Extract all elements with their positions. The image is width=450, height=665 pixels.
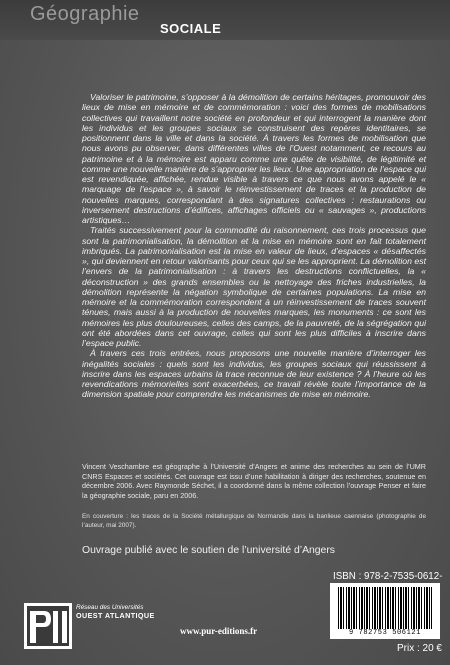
price: Prix : 20 €	[396, 643, 442, 654]
summary-paragraph-2: Traités successivement pour la commodité du raisonnement, ces trois processus que sont la patrimonialisation, la démolition et la mise en mémoire sont en fait totalement imbriqués. La patrimonialisation est la mise en valeur de lieux, d’espaces « désaffectés », qui deviennent en retour valorisants pour ceux qui se les approprient. La démolition est l’envers de la patrimonialisation : à travers les destructions conflictuelles, la « déconstruction » des grands ensembles ou le nettoyage des friches industrielles, la démolition représente la négation symbolique de certaines populations. La mise en mémoire et la commémoration correspondent à un réinvestissement de traces souvent ténues, mais aussi à la production de nouvelles marques, les monuments : ce sont les mémoires les plus douloureuses, celles des camps, de la pauvreté, de la ségrégation qui ont été abordées dans cet ouvrage, celles qui sont les plus difficiles à inscrire dans l’espace public.	[82, 225, 426, 348]
support-line: Ouvrage publié avec le soutien de l’université d’Angers	[82, 545, 335, 556]
barcode-digits: 9 782753 506121	[348, 629, 421, 637]
publisher-website: www.pur-editions.fr	[180, 626, 258, 636]
publisher-network	[76, 604, 156, 620]
cover-credit: En couverture : les traces de la Société métallurgique de Normandie dans la banlieue caennaise (photographie de l’auteur, mai 2007).	[82, 513, 426, 529]
network-line-1: Réseau des Universités	[76, 604, 144, 611]
pur-logo-icon	[24, 603, 72, 649]
isbn: ISBN : 978-2-7535-0612-	[333, 571, 443, 582]
barcode	[330, 583, 440, 639]
series-header	[0, 0, 450, 40]
author-bio: Vincent Veschambre est géographe à l’Université d’Angers et anime des recherches au sein de l’UMR CNRS Espaces et sociétés. Cet ouvrage est issu d’une habilitation à diriger des recherches, soutenue en décembre 2006. Avec Raymonde Séchet, il a coordonné dans la même collection l’ouvrage Penser et faire la géographie sociale, paru en 2006.	[82, 462, 426, 500]
series-title-top: Géographie	[30, 3, 140, 25]
summary-paragraph-1: Valoriser le patrimoine, s’opposer à la démolition de certains héritages, promouvoir des lieux de mise en mémoire et de commémoration : voici des formes de mobilisations collectives qui travaillent notre société en profondeur et qui interrogent la manière dont les individus et les groupes sociaux se construisent des repères identitaires, se positionnent dans la ville et dans la société. À travers les formes de mobilisation que nous avons pu observer, dans différentes villes de l’Ouest notamment, ce recours au patrimoine et à la mémoire est apparu comme une quête de visibilité, de légitimité et comme une nouvelle manière de s’approprier les lieux. Une appropriation de l’espace qui est revendiquée, affichée, rendue visible à travers ce que nous avons appelé le « marquage de l’espace », à savoir le réinvestissement de traces et la production de nouvelles marques, correspondant à des signatures collectives : restaurations ou inversement destructions d’édifices, affichages officiels ou « sauvages », productions artistiques…	[82, 92, 426, 225]
barcode-bars	[338, 587, 432, 629]
summary-paragraph-3: À travers ces trois entrées, nous proposons une nouvelle manière d’interroger les inégalités sociales : quels sont les individus, les groupes sociaux qui réussissent à inscrire dans les espaces urbains la trace reconnue de leur existence ? À l’heure où les revendications mémorielles sont exacerbées, ce travail révèle toute l’importance de la dimension spatiale pour comprendre les mécanismes de mise en mémoire.	[82, 348, 426, 400]
series-title-bottom: SOCIALE	[160, 21, 222, 36]
network-line-2: OUEST ATLANTIQUE	[76, 611, 155, 621]
summary-text	[82, 92, 426, 400]
